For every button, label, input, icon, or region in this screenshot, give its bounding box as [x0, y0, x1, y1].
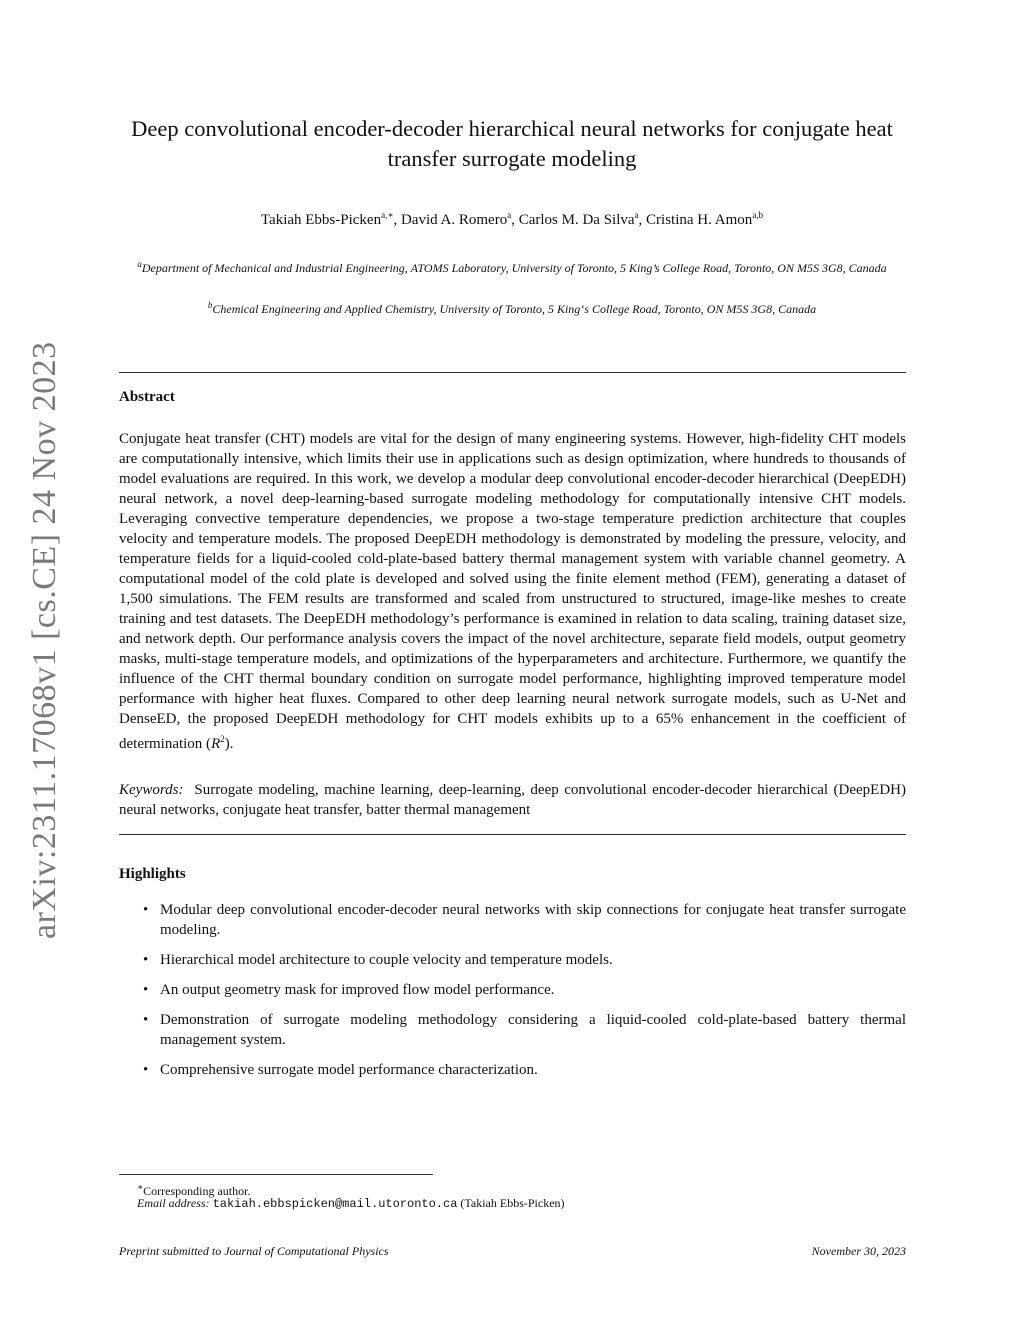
email-name: (Takiah Ebbs-Picken)	[460, 1196, 565, 1210]
highlights-heading: Highlights	[119, 866, 186, 882]
paper-title: Deep convolutional encoder-decoder hierarchical neural networks for conjugate heat transfer surrogate modeling	[131, 116, 893, 171]
abstract-body: Conjugate heat transfer (CHT) models are vital for the design of many engineering systems. However, high-fidelity CHT models are computationally intensive, which limits their use in applications such as design optimization, where hundreds to thousands of model evaluations are required. In this work, we develop a modular deep convolutional encoder-decoder hierarchical (DeepEDH) neural network, a novel deep-learning-based surrogate modeling methodology for computationally intensive CHT models. Leveraging convective temperature dependencies, we propose a two-stage temperature prediction architecture that couples velocity and temperature models. The proposed DeepEDH methodology is demonstrated by modeling the pressure, velocity, and temperature fields for a liquid-cooled cold-plate-based battery thermal management system with variable channel geometry. A computational model of the cold plate is developed and solved using the finite element method (FEM), generating a dataset of 1,500 simulations. The FEM results are transformed and scaled from unstructured to structured, image-like meshes to create training and test datasets. The DeepEDH methodology’s performance is examined in relation to data scaling, training dataset size, and network depth. Our performance analysis covers the impact of the novel architecture, separate field models, output geometry masks, multi-stage temperature models, and optimizations of the hyperparameters and architecture. Furthermore, we quantify the influence of the CHT thermal boundary condition on surrogate model performance, highlighting improved temperature model performance with higher heat fluxes. Compared to other deep learning neural network surrogate models, such as U-Net and DenseED, the proposed DeepEDH methodology for CHT models exhibits up to a 65% enhancement in the coefficient of determination (	[119, 431, 906, 752]
author-affiliation-mark: a	[507, 210, 512, 220]
email-link[interactable]: takiah.ebbspicken@mail.utoronto.ca	[212, 1197, 458, 1211]
affiliation-mark: a	[137, 259, 142, 269]
footnote-email	[137, 1195, 565, 1213]
highlight-item: • Demonstration of surrogate modeling methodology considering a liquid-cooled cold-plate-based battery thermal management system.	[119, 1010, 906, 1050]
affiliation-b	[110, 297, 914, 317]
author: David A. Romero	[400, 212, 508, 228]
highlight-item: • Comprehensive surrogate model performance characterization.	[119, 1060, 906, 1080]
affiliation-text: Chemical Engineering and Applied Chemistry, University of Toronto, 5 King‘s College Road, Toronto, ON M5S 3G8, Canada	[212, 302, 817, 316]
footnote-mark: ∗	[137, 1182, 144, 1192]
affiliation-a	[110, 256, 914, 276]
divider	[119, 834, 906, 835]
divider	[119, 372, 906, 373]
author-affiliation-mark: a,b	[752, 210, 764, 220]
abstract-end: ).	[224, 736, 234, 752]
footnote-rule	[119, 1174, 433, 1175]
author-affiliation-mark: a	[634, 210, 639, 220]
author: Carlos M. Da Silva	[518, 212, 635, 228]
highlights-list	[119, 900, 906, 1090]
author: Cristina H. Amon	[646, 212, 753, 228]
keywords-label: Keywords:	[119, 782, 184, 798]
footnote-text: Corresponding author.	[143, 1184, 251, 1198]
email-label: Email address:	[137, 1196, 210, 1210]
affiliation-text: Department of Mechanical and Industrial Engineering, ATOMS Laboratory, University of Toronto, 5 King’s College Road, Toronto, ON M5S 3G8, Canada	[141, 261, 887, 275]
footer-journal: Preprint submitted to Journal of Computational Physics	[119, 1244, 389, 1258]
footer-date: November 30, 2023	[811, 1244, 906, 1258]
r2-symbol: R	[211, 736, 221, 752]
author: Takiah Ebbs-Picken	[260, 212, 382, 228]
abstract-text	[119, 429, 906, 754]
highlight-item: • Modular deep convolutional encoder-decoder neural networks with skip connections for conjugate heat transfer surrogate modeling.	[119, 900, 906, 940]
highlight-item: • An output geometry mask for improved flow model performance.	[119, 980, 906, 1000]
author-affiliation-mark: a,∗	[381, 210, 394, 220]
r2-exponent: 2	[220, 734, 225, 744]
keywords	[119, 780, 906, 820]
author-list: Takiah Ebbs-Picken$^{a,∗}$, David A. Romero$^a$, Carlos M. Da Silva$^a$, Cristina H. Amon$^{a,b}$	[260, 210, 764, 228]
keywords-text: Surrogate modeling, machine learning, deep-learning, deep convolutional encoder-decoder hierarchical (DeepEDH) neural networks, conjugate heat transfer, batter thermal management	[119, 782, 906, 818]
arxiv-identifier: arXiv:2311.17068v1 [cs.CE] 24 Nov 2023	[26, 341, 63, 939]
highlight-item: • Hierarchical model architecture to couple velocity and temperature models.	[119, 950, 906, 970]
affiliation-mark: b	[207, 300, 213, 310]
abstract-heading: Abstract	[119, 389, 175, 405]
